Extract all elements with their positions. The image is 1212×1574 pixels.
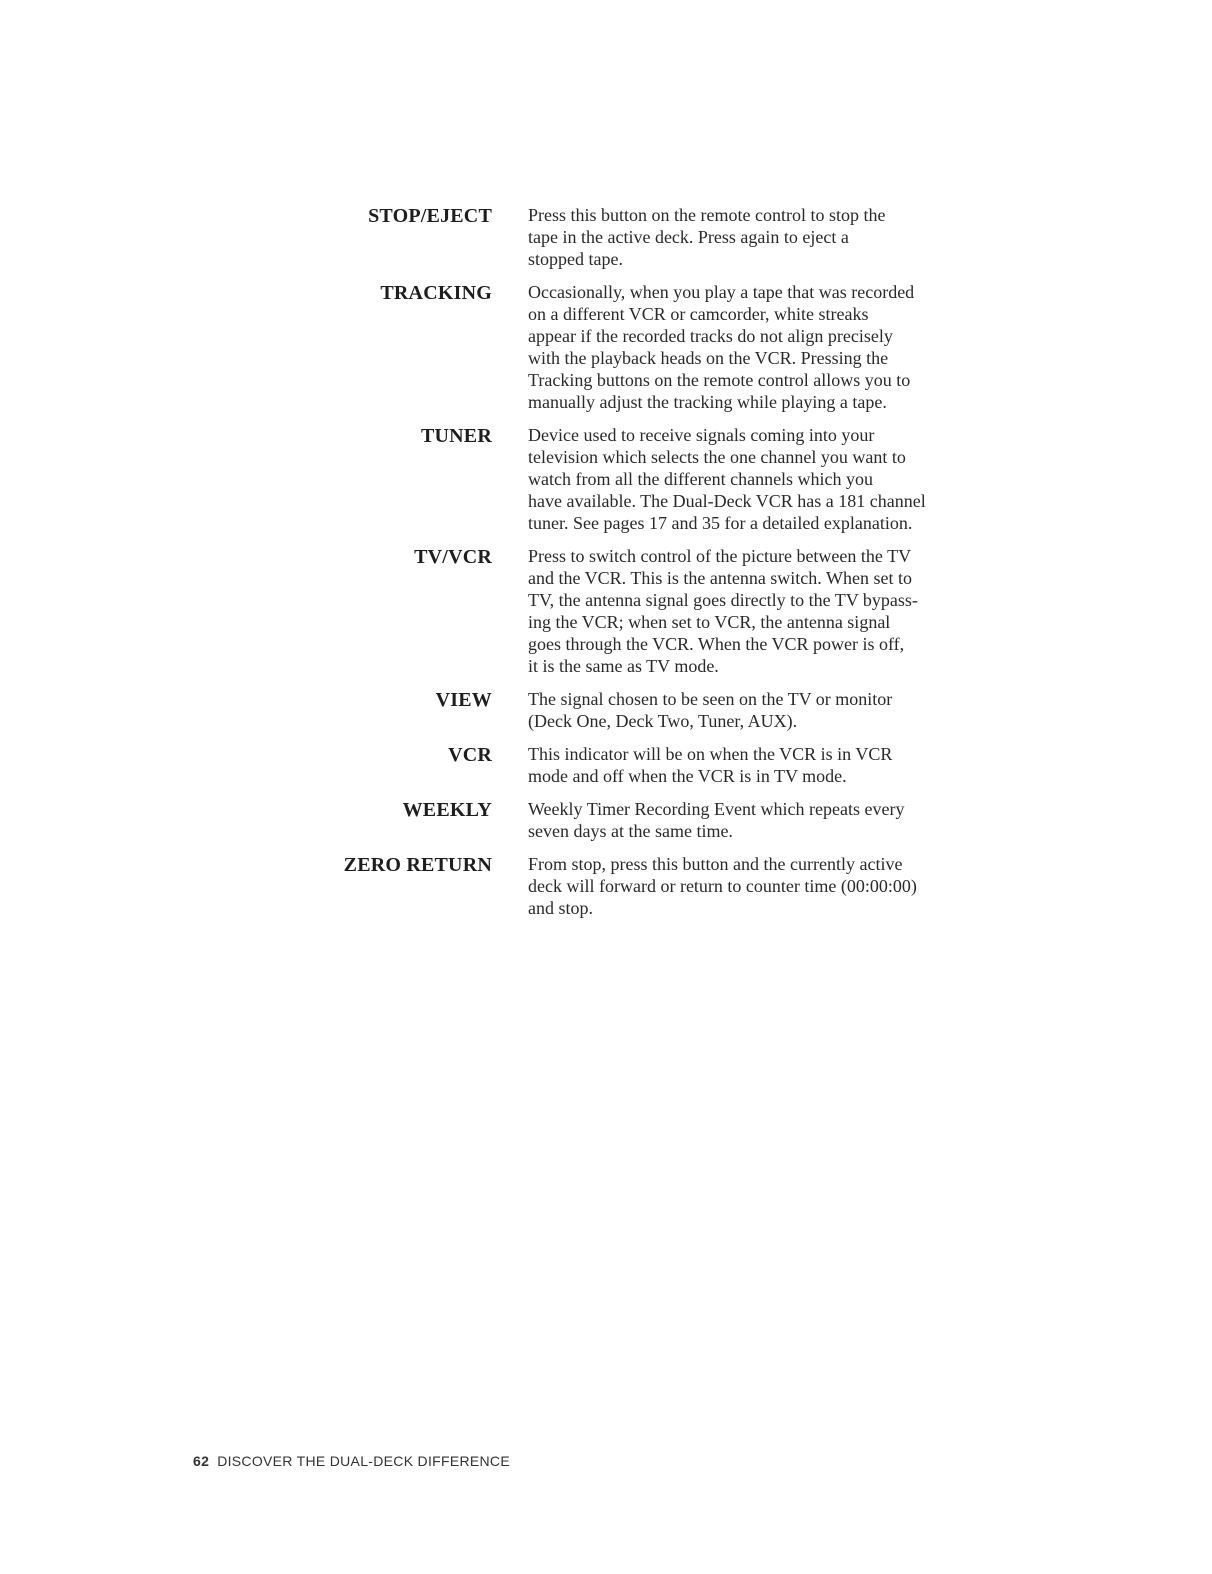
glossary-entry-tv-vcr — [0, 545, 1212, 677]
glossary-term: VIEW — [435, 689, 492, 711]
glossary-entry-stop-eject — [0, 204, 1212, 270]
glossary-term: ZERO RETURN — [343, 854, 492, 876]
section-title: DISCOVER THE DUAL-DECK DIFFERENCE — [217, 1453, 510, 1469]
glossary-entry-view — [0, 688, 1212, 732]
glossary-term: TUNER — [420, 425, 492, 447]
glossary-definition: From stop, press this button and the currently active deck will forward or return to counter time (00:00:00) and stop. — [528, 854, 917, 918]
glossary-term: VCR — [448, 744, 492, 766]
glossary-entry-zero-return — [0, 853, 1212, 919]
glossary-entry-weekly — [0, 798, 1212, 842]
glossary-definition: Press this button on the remote control to stop the tape in the active deck. Press again to eject a stopped tape. — [528, 205, 886, 269]
glossary-definition: This indicator will be on when the VCR is in VCR mode and off when the VCR is in TV mode. — [528, 744, 893, 786]
glossary-definition: Device used to receive signals coming into your television which selects the one channel you want to watch from all the different channels which you have available. The Dual-Deck VCR has a 181 channel tuner. See pages 17 and 35 for a detailed explanation. — [528, 425, 926, 533]
glossary-entry-tuner — [0, 424, 1212, 534]
glossary-entry-tracking — [0, 281, 1212, 413]
page-footer — [193, 1452, 510, 1470]
glossary-term: STOP/EJECT — [368, 205, 492, 227]
glossary-definition: Press to switch control of the picture between the TV and the VCR. This is the antenna switch. When set to TV, the antenna signal goes directly to the TV bypass- ing the VCR; when set to VCR, the antenna signal goes through the VCR. When the VCR power is off, it is the same as TV mode. — [528, 546, 918, 676]
glossary-definition: Occasionally, when you play a tape that was recorded on a different VCR or camcorder, white streaks appear if the recorded tracks do not align precisely with the playback heads on the VCR. Pressing the Tracking buttons on the remote control allows you to manually adjust the tracking while playing a tape. — [528, 282, 915, 412]
glossary-entry-vcr — [0, 743, 1212, 787]
glossary-definition: The signal chosen to be seen on the TV or monitor (Deck One, Deck Two, Tuner, AUX). — [528, 689, 893, 731]
glossary-term: WEEKLY — [402, 799, 492, 821]
glossary-term: TRACKING — [380, 282, 492, 304]
page-number: 62 — [193, 1453, 210, 1469]
glossary-term: TV/VCR — [414, 546, 492, 568]
glossary-list — [0, 204, 1212, 930]
glossary-definition: Weekly Timer Recording Event which repeats every seven days at the same time. — [528, 799, 905, 841]
